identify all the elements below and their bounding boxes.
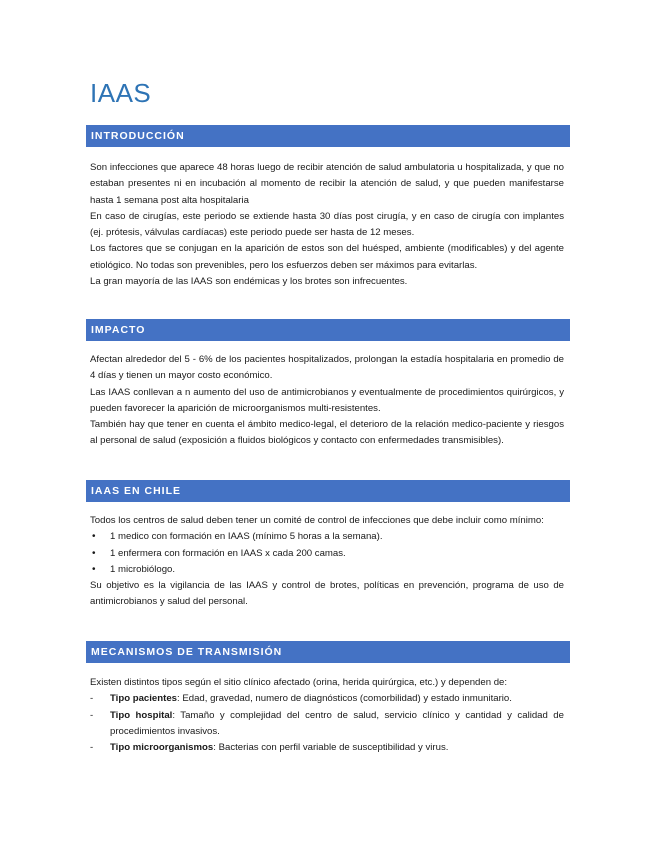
paragraph: Las IAAS conllevan a n aumento del uso de antimicrobianos y eventualmente de procedimientos quirúrgicos, y pueden favorecer la aparición de microorganismos multi-resistentes. — [90, 386, 564, 414]
item-text: : Tamaño y complejidad del centro de salud, servicio clínico y cantidad y calidad de procedimientos invasivos. — [110, 709, 564, 737]
item-text: : Bacterias con perfil variable de susceptibilidad y virus. — [213, 742, 449, 754]
dash-list — [90, 691, 564, 756]
dash-icon: - — [90, 709, 94, 721]
section-body-iaas-en-chile — [90, 513, 564, 611]
paragraph: La gran mayoría de las IAAS son endémicas y los brotes son infrecuentes. — [90, 276, 408, 288]
paragraph: Existen distintos tipos según el sitio clínico afectado (orina, herida quirúrgica, etc.) y dependen de: — [90, 677, 508, 688]
paragraph: Su objetivo es la vigilancia de las IAAS y control de brotes, políticas en prevención, programa de uso de antimicrobianos y salud del personal. — [90, 580, 564, 608]
dash-icon: - — [90, 742, 94, 754]
paragraph: Todos los centros de salud deben tener un comité de control de infecciones que debe incluir como mínimo: — [90, 515, 544, 526]
paragraph: Los factores que se conjugan en la aparición de estos son del huésped, ambiente (modificables) y del agente etiológico. No todas son prevenibles, pero los esfuerzos deben ser máximos para evitarlas. — [90, 243, 564, 271]
bullet-list — [90, 529, 564, 578]
section-body-introduccion — [90, 160, 564, 290]
list-item: • 1 medico con formación en IAAS (mínimo 5 horas a la semana). — [90, 529, 564, 545]
bullet-icon: • — [92, 531, 96, 543]
list-item — [90, 691, 564, 707]
section-heading-introduccion: INTRODUCCIÓN — [86, 125, 570, 147]
section-body-impacto — [90, 352, 564, 450]
list-item — [90, 740, 564, 756]
section-heading-iaas-en-chile: IAAS EN CHILE — [86, 480, 570, 502]
list-item: • 1 microbiólogo. — [90, 562, 564, 578]
section-body-mecanismos — [90, 675, 564, 756]
dash-icon: - — [90, 693, 94, 705]
document-title: IAAS — [90, 78, 152, 108]
paragraph: Son infecciones que aparece 48 horas luego de recibir atención de salud ambulatoria u hospitalizada, y que no estaban presentes ni en incubación al momento de recibir la atención de salud, y que pueden manifestarse hasta 1 semana post alta hospitalaria — [90, 162, 564, 206]
paragraph: También hay que tener en cuenta el ámbito medico-legal, el deterioro de la relación medico-paciente y riesgos al personal de salud (exposición a fluidos biológicos y contacto con enfermedades transmisibles). — [90, 419, 564, 447]
list-item — [90, 708, 564, 741]
item-term: Tipo pacientes — [110, 693, 177, 705]
item-text: : Edad, gravedad, numero de diagnósticos (comorbilidad) y estado inmunitario. — [177, 693, 512, 705]
item-term: Tipo hospital — [110, 709, 173, 721]
list-item: • 1 enfermera con formación en IAAS x cada 200 camas. — [90, 546, 564, 562]
item-term: Tipo microorganismos — [110, 742, 214, 754]
section-heading-mecanismos-de-transmision: MECANISMOS DE TRANSMISIÓN — [86, 641, 570, 663]
paragraph: Afectan alrededor del 5 - 6% de los pacientes hospitalizados, prolongan la estadía hospitalaria en promedio de 4 días y tienen un mayor costo económico. — [90, 354, 564, 382]
section-heading-impacto: IMPACTO — [86, 319, 570, 341]
bullet-icon: • — [92, 547, 96, 559]
bullet-icon: • — [92, 563, 96, 575]
paragraph: En caso de cirugías, este periodo se extiende hasta 30 días post cirugía, y en caso de cirugía con implantes (ej. prótesis, válvulas cardíacas) este periodo puede ser hasta de 12 meses. — [90, 210, 564, 239]
